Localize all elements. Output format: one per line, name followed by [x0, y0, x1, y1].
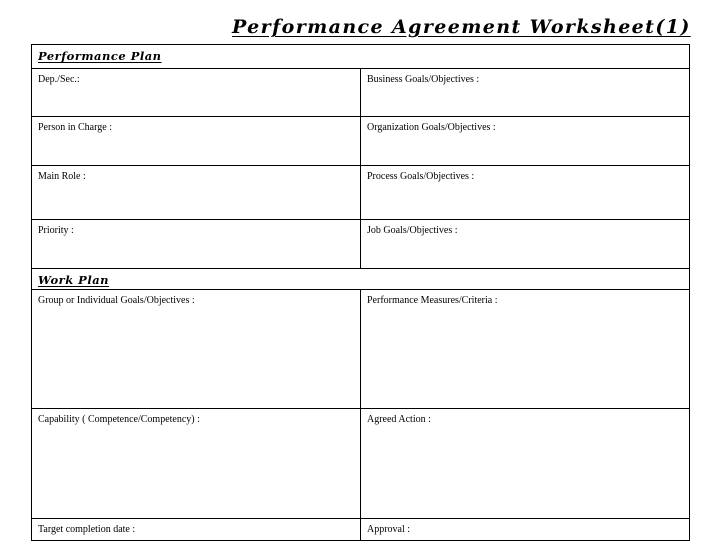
- person-in-charge-field[interactable]: Person in Charge :: [32, 117, 361, 166]
- job-goals-field[interactable]: Job Goals/Objectives :: [367, 225, 458, 236]
- worksheet-table: [31, 44, 690, 541]
- performance-measures-field[interactable]: Performance Measures/Criteria :: [367, 295, 498, 306]
- table-row: [32, 68, 689, 117]
- table-row: [32, 408, 689, 519]
- table-row: [32, 289, 689, 409]
- capability-field[interactable]: Capability ( Competence/Competency) :: [32, 409, 361, 519]
- business-goals-field[interactable]: Business Goals/Objectives :: [367, 74, 480, 85]
- agreed-action-field[interactable]: Agreed Action :: [367, 414, 431, 425]
- process-goals-field[interactable]: Process Goals/Objectives :: [367, 171, 475, 182]
- organization-goals-field[interactable]: Organization Goals/Objectives :: [367, 122, 496, 133]
- target-completion-date-field[interactable]: Target completion date :: [32, 519, 361, 541]
- table-row: [32, 219, 689, 269]
- table-row: [32, 116, 689, 166]
- group-individual-goals-field[interactable]: Group or Individual Goals/Objectives :: [32, 290, 361, 409]
- priority-field[interactable]: Priority :: [32, 220, 361, 269]
- worksheet-title: Performance Agreement Worksheet(1): [232, 16, 691, 38]
- performance-plan-heading: Performance Plan: [38, 49, 162, 63]
- approval-field[interactable]: Approval :: [367, 524, 411, 535]
- table-row: [32, 518, 689, 541]
- work-plan-heading: Work Plan: [38, 273, 110, 287]
- table-row: [32, 165, 689, 220]
- main-role-field[interactable]: Main Role :: [32, 166, 361, 220]
- dep-sec-field[interactable]: Dep./Sec.:: [32, 69, 361, 117]
